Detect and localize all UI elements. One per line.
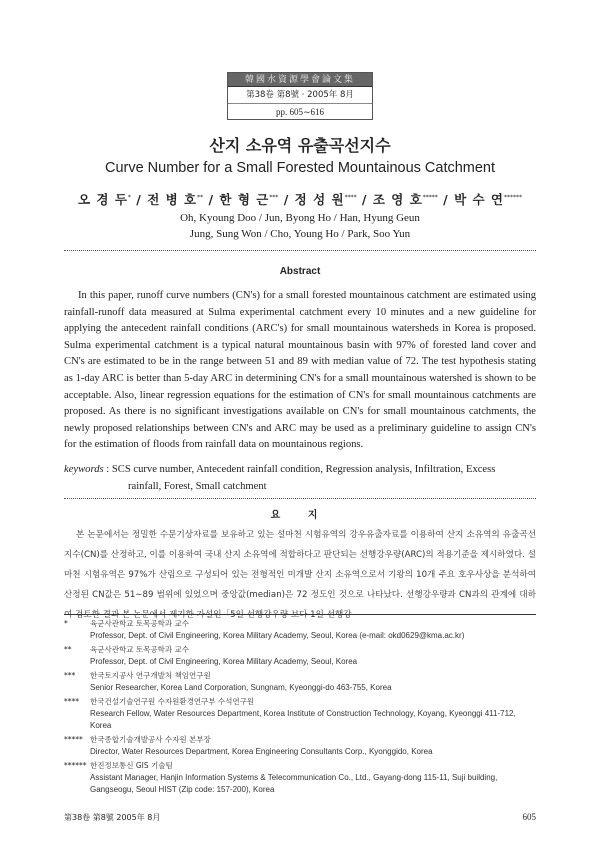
author-1: 오 경 두 — [77, 192, 128, 207]
author-3-mark: *** — [269, 193, 279, 201]
footnote-english: Director, Water Resources Department, Korea Engineering Consultants Corp., Kyonggido, Korea — [90, 747, 433, 756]
footnote-korean: 한진정보통신 GIS 기술팀 — [90, 761, 173, 770]
journal-pages: pp. 605∼616 — [275, 107, 325, 117]
footnote-5 — [64, 734, 536, 758]
page-footer — [0, 812, 600, 826]
authors-english-line-1: Oh, Kyoung Doo / Jun, Byong Ho / Han, Hyung Geun — [180, 212, 420, 224]
author-4: 정 성 원 — [294, 192, 345, 207]
footnote-mark: ****** — [64, 761, 87, 770]
yoji-heading: 요 지 — [270, 510, 330, 521]
page-number: 605 — [522, 812, 536, 822]
dotted-divider — [64, 498, 536, 499]
author-6: 박 수 연 — [454, 192, 505, 207]
title-korean: 산지 소유역 유출곡선지수 — [209, 136, 391, 155]
footnote-mark: **** — [64, 697, 79, 706]
journal-name: 韓國水資源學會論文集 — [228, 73, 372, 87]
footnote-english: Assistant Manager, Hanjin Information Systems & Telecommunication Co., Ltd., Gayang-dong 115-11, Suji building, Gangseogu, Seoul HIST (Zip code: 157-200), Korea — [90, 773, 498, 794]
keywords-line-2: rainfall, Forest, Small catchment — [128, 480, 267, 492]
footer-journal-info: 第38卷 第8號 2005年 8月 — [64, 813, 161, 822]
authors-english-line-2: Jung, Sung Won / Cho, Young Ho / Park, Soo Yun — [189, 228, 411, 240]
author-1-mark: * — [127, 193, 131, 201]
author-5: 조 영 호 — [372, 192, 423, 207]
footnote-korean: 육군사관학교 토목공학과 교수 — [90, 645, 189, 654]
journal-header-box — [227, 72, 373, 120]
footnote-2 — [64, 644, 536, 668]
journal-volume-issue: 第38卷 第8號 · 2005年 8月 — [228, 87, 372, 104]
author-6-mark: ****** — [504, 193, 523, 201]
footnote-english: Professor, Dept. of Civil Engineering, Korea Military Academy, Seoul, Korea — [90, 657, 358, 666]
keywords-line-1: : SCS curve number, Antecedent rainfall condition, Regression analysis, Infiltration, Excess — [106, 464, 496, 475]
footnote-6 — [64, 760, 536, 796]
footnote-korean: 한국종합기술개발공사 수자원 본부장 — [90, 735, 211, 744]
footnote-4 — [64, 696, 536, 732]
footnote-3 — [64, 670, 536, 694]
footnote-korean: 육군사관학교 토목공학과 교수 — [90, 619, 189, 628]
abstract-body: In this paper, runoff curve numbers (CN's) for a small forested mountainous catchment are estimated using rainfall-runoff data measured at Sulma experimental catchment every 10 minutes and a new guideline for applying the antecedent rainfall conditions (ARC's) for small mountainous watersheds in Korea is proposed. Sulma experimental catchment is a typical natural mountainous basin with 97% of forested land cover and CN's are estimated to be in the range between 51 and 89 with median value of 72. The test hypothesis stating as 1-day ARC is better than 5-day ARC in determining CN's for a small mountainous watershed is shown to be acceptable. Also, linear regression equations for the estimation of CN's for small mountainous catchments are proposed. As there is no significant investigations available on CN's for small mountainous catchments, the newly proposed relationships between CN's and ARC may be used as a preliminary guideline to assign CN's for the estimation of floods from rainfall data on mountainous regions. — [64, 290, 536, 451]
footnote-english: Senior Researcher, Korea Land Corporation, Sungnam, Kyeonggi-do 463-755, Korea — [90, 683, 392, 692]
footnote-mark: ***** — [64, 735, 83, 744]
author-3: 한 형 근 — [219, 192, 270, 207]
footnote-korean: 한국건설기술연구원 수자원환경연구부 수석연구원 — [90, 697, 255, 706]
footnote-mark: * — [64, 619, 68, 628]
footnote-korean: 한국토지공사 연구개발처 책임연구원 — [90, 671, 211, 680]
authors-korean: 오 경 두* / 전 병 호** / 한 형 근*** / 정 성 원**** / 조 영 호***** / 박 수 연****** — [77, 192, 523, 207]
footnotes — [64, 618, 536, 798]
author-4-mark: **** — [344, 193, 357, 201]
yoji-body: 본 논문에서는 정밀한 수문기상자료를 보유하고 있는 설마천 시험유역의 강우유출자료를 이용하여 산지 소유역의 유출곡선지수(CN)를 산정하고, 이를 이용하여 국내 산지 소유역에 적합하다고 판단되는 선행강우량(ARC)의 적용기준을 제시하였다. 설마천 시험유역은 97%가 산림으로 구성되어 있는 전형적인 미개발 산지 소유역으로서 기왕의 10개 주요 호우사상을 분석하여 산정된 CN값은 51∼89 범위에 있었으며 중앙값(median)은 72 정도인 것으로 나타났다. 선행강우량과 CN과의 관계에 대하여 검토한 결과 본 논문에서 제기한 가설인「5일 선행강우량 보다 1일 선행강 — [64, 530, 536, 620]
author-5-mark: ***** — [422, 193, 438, 201]
dotted-divider — [64, 250, 536, 251]
footnote-english: Research Fellow, Water Resources Department, Korea Institute of Construction Technology, Koyang, Kyeonggi 411-712, Korea — [90, 709, 516, 730]
footnote-mark: *** — [64, 671, 76, 680]
abstract-heading: Abstract — [279, 266, 321, 277]
keywords — [64, 462, 536, 495]
title-english: Curve Number for a Small Forested Mountainous Catchment — [104, 160, 496, 176]
author-2-mark: ** — [197, 193, 204, 201]
author-2: 전 병 호 — [147, 192, 198, 207]
keywords-label: keywords — [64, 464, 104, 475]
footnote-1 — [64, 618, 536, 642]
footnote-mark: ** — [64, 645, 72, 654]
footnote-english: Professor, Dept. of Civil Engineering, Korea Military Academy, Seoul, Korea (e-mail: okd0629@kma.ac.kr) — [90, 631, 465, 640]
footnote-rule — [64, 614, 536, 615]
